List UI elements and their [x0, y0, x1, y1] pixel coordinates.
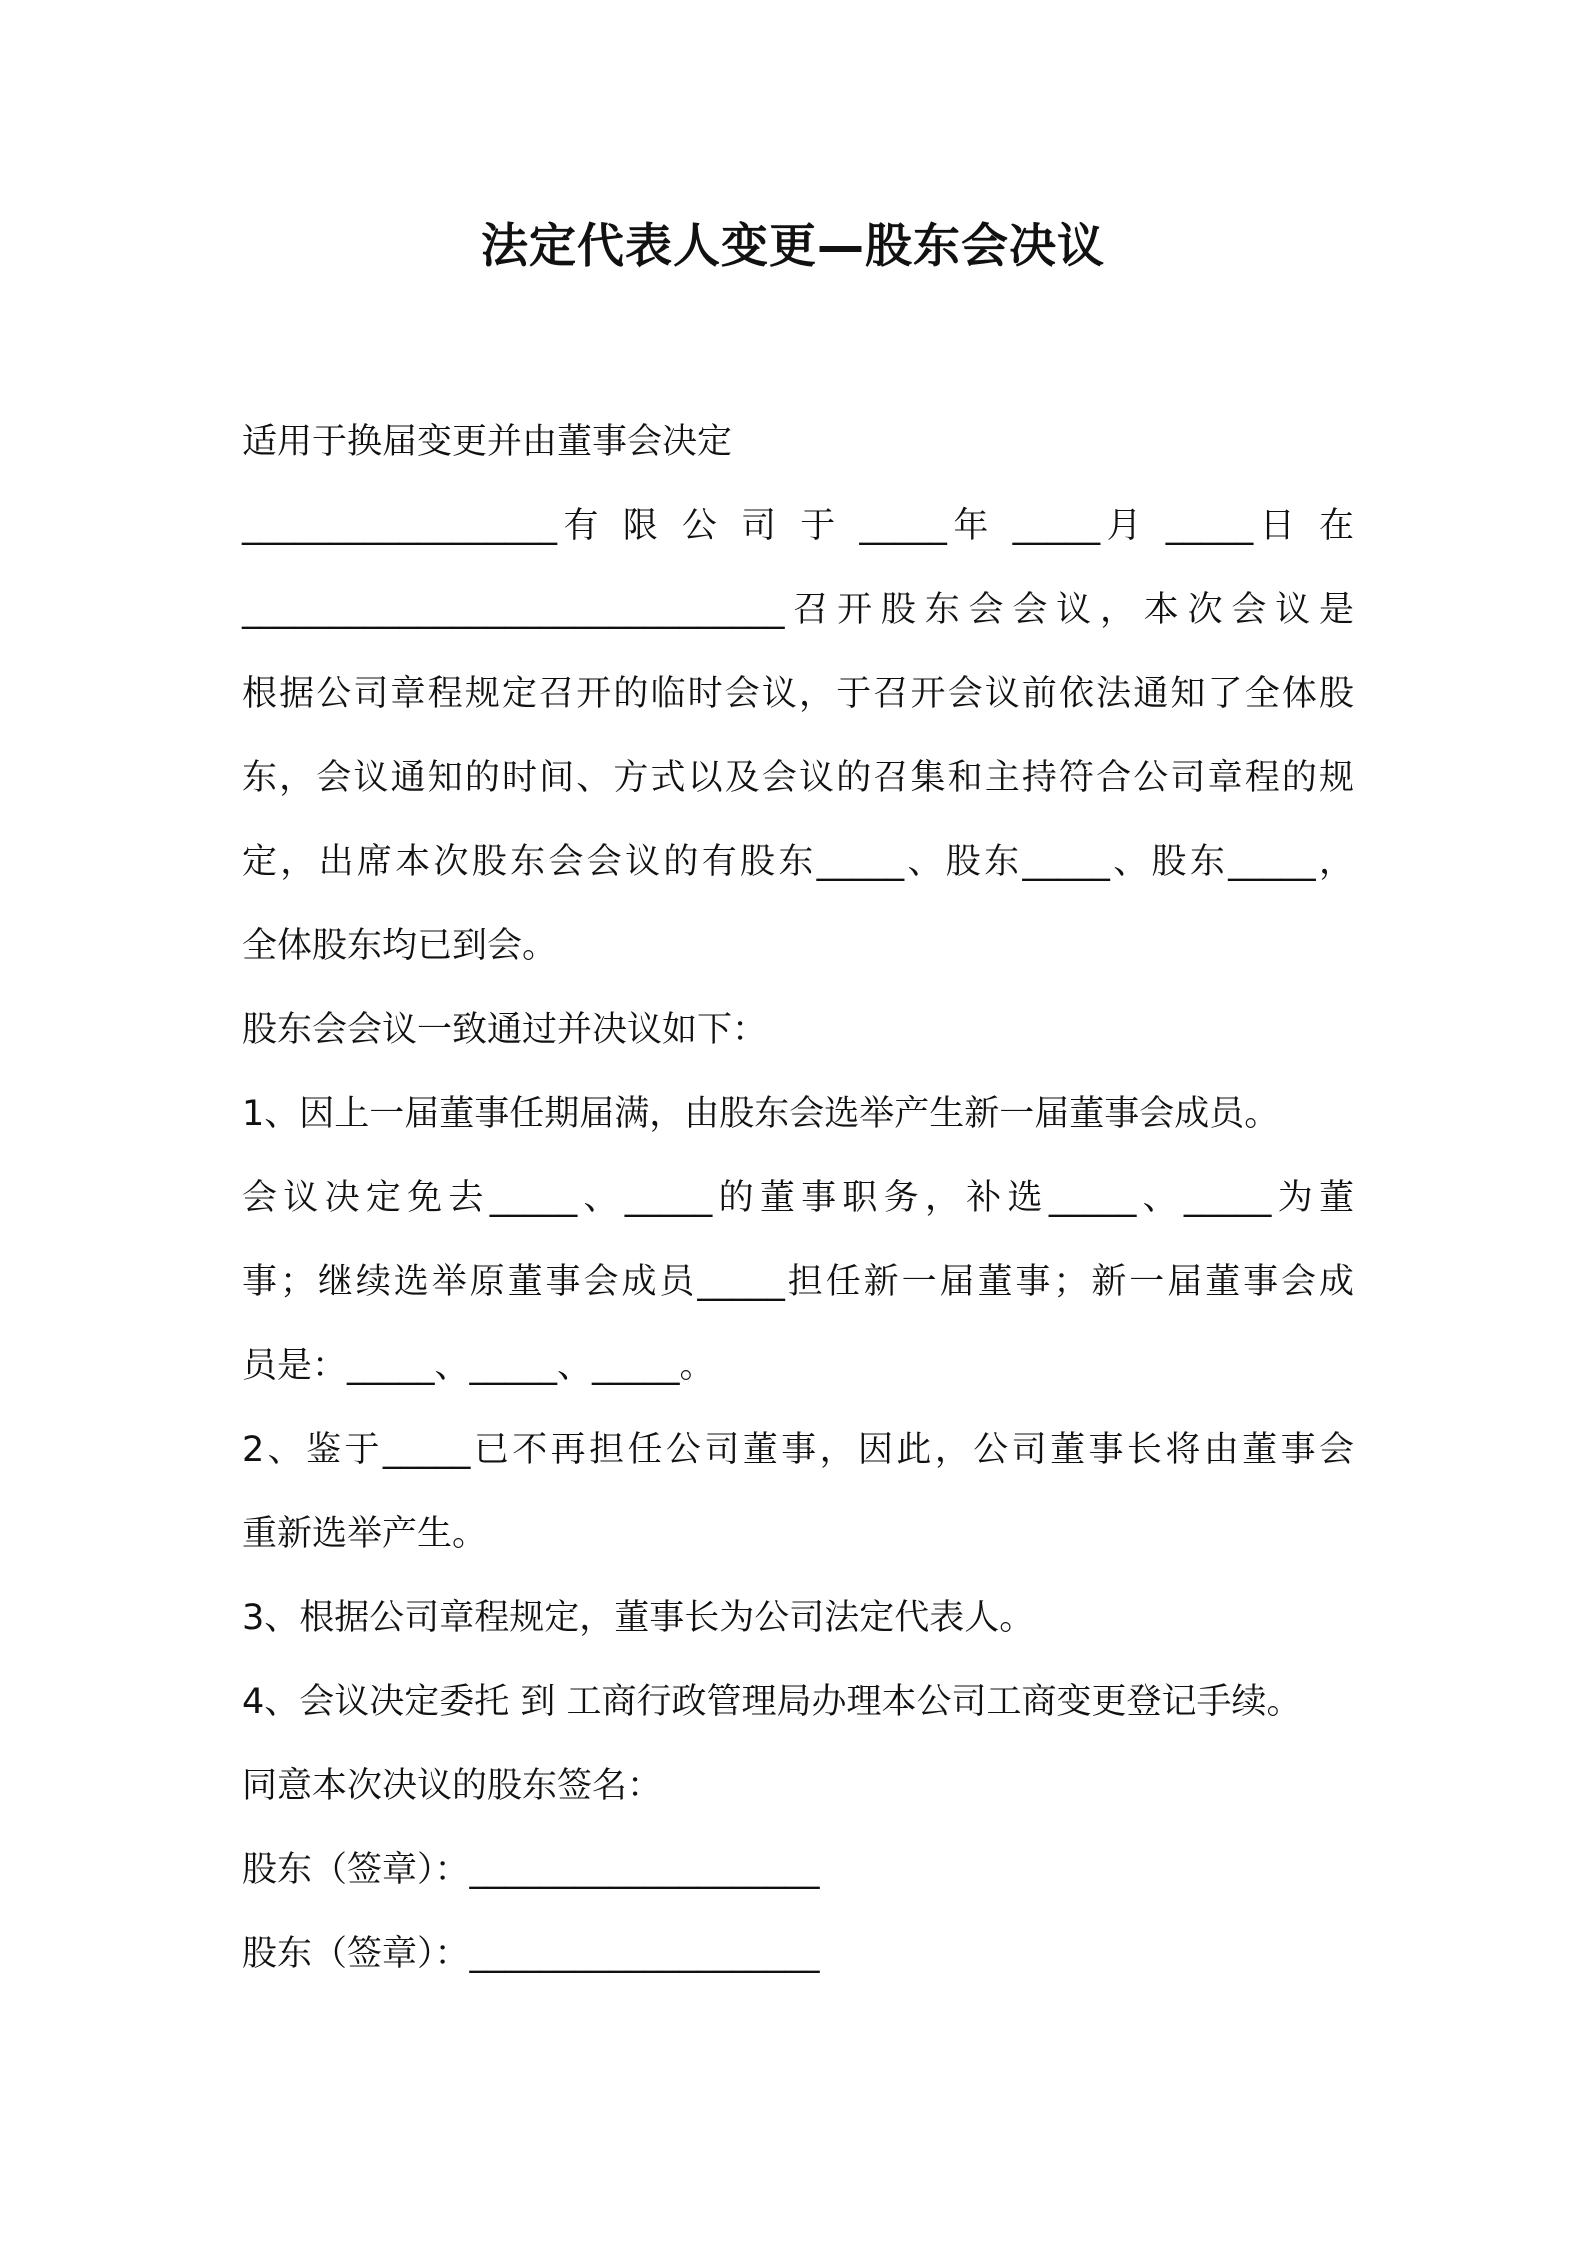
resolution-item-4: 4、会议决定委托 到 工商行政管理局办理本公司工商变更登记手续。: [242, 1682, 1302, 1722]
paragraph-line: 东，会议通知的时间、方式以及会议的召集和主持符合公司章程的规: [242, 758, 1354, 798]
shareholder-signature-line: 股东（签章）：____________________: [242, 1850, 820, 1890]
resolution-item-3: 3、根据公司章程规定，董事长为公司法定代表人。: [242, 1598, 1035, 1638]
resolution-item-1-line: 事；继续选举原董事会成员_____担任新一届董事；新一届董事会成: [242, 1262, 1354, 1302]
document-title: 法定代表人变更—股东会决议: [481, 219, 1105, 274]
shareholder-signature-line: 股东（签章）：____________________: [242, 1934, 820, 1974]
resolution-item-1-line: 会议决定免去_____、_____的董事职务，补选_____、_____为董: [242, 1178, 1354, 1218]
document-body: [242, 400, 1362, 1996]
resolution-item-1-line: 员是：_____、_____、_____。: [242, 1346, 715, 1386]
resolution-item-1: 1、因上一届董事任期届满，由股东会选举产生新一届董事会成员。: [242, 1094, 1280, 1134]
attendees-line: 定，出席本次股东会会议的有股东_____、股东_____、股东_____，: [242, 842, 1354, 882]
meeting-date-line: __________________有 限 公 司 于 _____年 _____月 _____日 在: [242, 506, 1354, 546]
resolution-item-2: 2、鉴于_____已不再担任公司董事，因此，公司董事长将由董事会: [242, 1430, 1354, 1470]
signature-intro: 同意本次决议的股东签名：: [242, 1766, 663, 1806]
resolution-intro: 股东会会议一致通过并决议如下：: [242, 1010, 768, 1050]
applicability-note: 适用于换届变更并由董事会决定: [242, 422, 733, 462]
paragraph-line: 根据公司章程规定召开的临时会议，于召开会议前依法通知了全体股: [242, 674, 1354, 714]
meeting-place-line: _______________________________召开股东会会议，本次会议是: [242, 590, 1354, 630]
paragraph-line: 全体股东均已到会。: [242, 926, 558, 966]
resolution-item-2-line: 重新选举产生。: [242, 1514, 488, 1554]
